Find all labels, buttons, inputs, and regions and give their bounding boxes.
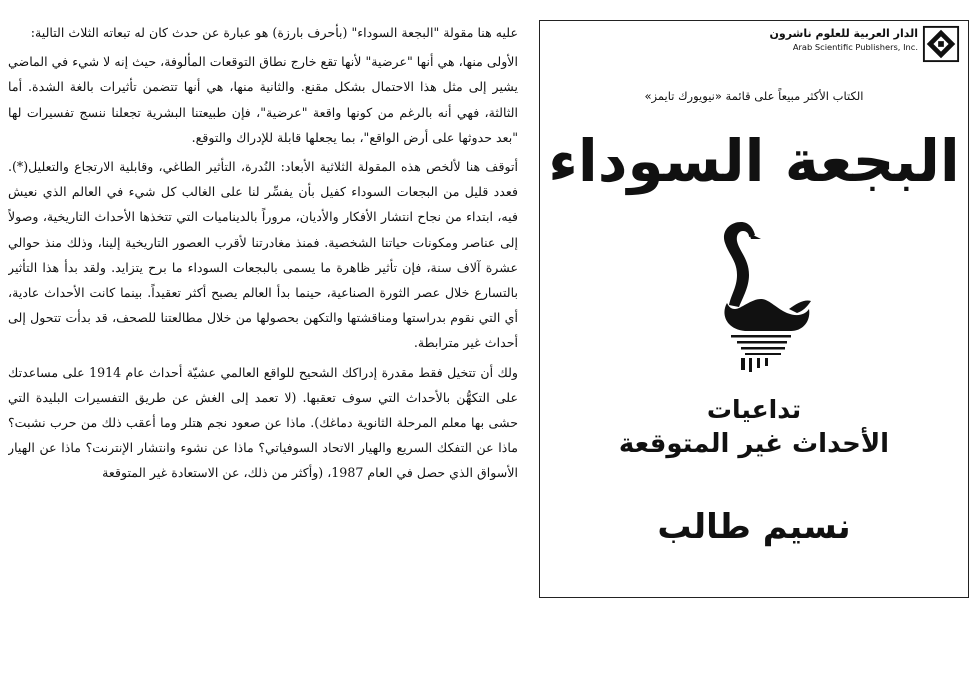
publisher-block (760, 25, 960, 69)
paragraph-1914: ولك أن تتخيل فقط مقدرة إدراكك الشحيح للواقع العالمي عشيّة أحداث عام 1914 على مساعدتك على التكهُّن بالأحداث التي سوف تعقبها. (لا تعمد إلى الغش عن طريق التفسيرات البليدة التي حشى بها معلم المرحلة الثانوية دماغك). ماذا عن صعود نجم هتلر وما أعقب ذلك من حرب نشبت؟ ماذا عن التفكك السريع والهيار الاتحاد السوفياتي؟ ماذا عن نشوء وانتشار الإنترنت؟ ماذا عن الهيار الأسواق الذي حصل في العام 1987، (وأكثر من ذلك، عن الاستعادة غير المتوقعة (8, 364, 518, 481)
paragraph-three-attributes: الأولى منها، هي أنها "عرضية" لأنها تقع خارج نطاق التوقعات المألوفة، حيث إنه لا شيء في الماضي يشير إلى مثل هذا الاحتمال بشكل مقنع. والثانية منها، هي أنها تتضمن تأثيرات بالغة الشدة. أما الثالثة، فهي أنه بالرغم من كونها واقعة "عرضية"، فإن طبيعتنا البشرية تجعلنا ننسج تفسيرات لها "بعد حدوثها على أرض الواقع"، بما يجعلها قابلة للإدراك والتوقع. (8, 54, 518, 145)
book-author: نسيم طالب (657, 507, 851, 547)
black-swan-icon (711, 217, 816, 377)
paragraph-summary: أتوقف هنا لألخص هذه المقولة الثلاثية الأبعاد: النُدرة، التأثير الطاغي، وقابلية الارتجاع والتعليل(*). فعدد قليل من البجعات السوداء كفيل بأن يفسِّر لنا على الغالب كل شيء في العالم الذي نعيش فيه، ابتداء من نجاح انتشار الأفكار والأديان، مروراً بالديناميات التي تتخذها الأحداث التاريخية، وصولاً إلى عناصر ومكونات حياتنا الشخصية. فمنذ مغادرتنا لأقرب العصور التاريخية إلينا، وذلك منذ حوالي عشرة آلاف سنة، فإن تأثير ظاهرة ما يسمى بالبجعات السوداء ما برح يتزايد. ولقد بدأ هذا التأثير بالتسارع خلال عصر الثورة الصناعية، حينما بدأ العالم يصبح أكثر تعقيداً. بينما كانت الأحداث عادية، أي التي نقوم بدراستها ومناقشتها والتكهن بحصولها من خلال مطالعتنا للصحف، قد بدأت تتحول إلى أحداث غير مترابطة. (8, 159, 518, 351)
book-subtitle-line2: الأحداث غير المتوقعة (618, 429, 890, 459)
book-subtitle-line1: تداعيات (706, 395, 802, 424)
paragraph-intro: عليه هنا مقولة "البجعة السوداء" (بأحرف بارزة) هو عبارة عن حدث كان له تبعاته الثلاث التالية: (30, 25, 518, 40)
publisher-name-arabic: الدار العربية للعلوم ناشرون (769, 27, 918, 40)
book-title: البجعة السوداء (548, 127, 960, 195)
bestseller-note: الكتاب الأكثر مبيعاً على قائمة «نيويورك تايمز» (644, 89, 864, 103)
book-cover (539, 20, 969, 598)
publisher-name-english: Arab Scientific Publishers, Inc. (792, 42, 918, 52)
book-text-page (8, 20, 518, 680)
publisher-logo-icon (922, 25, 960, 63)
